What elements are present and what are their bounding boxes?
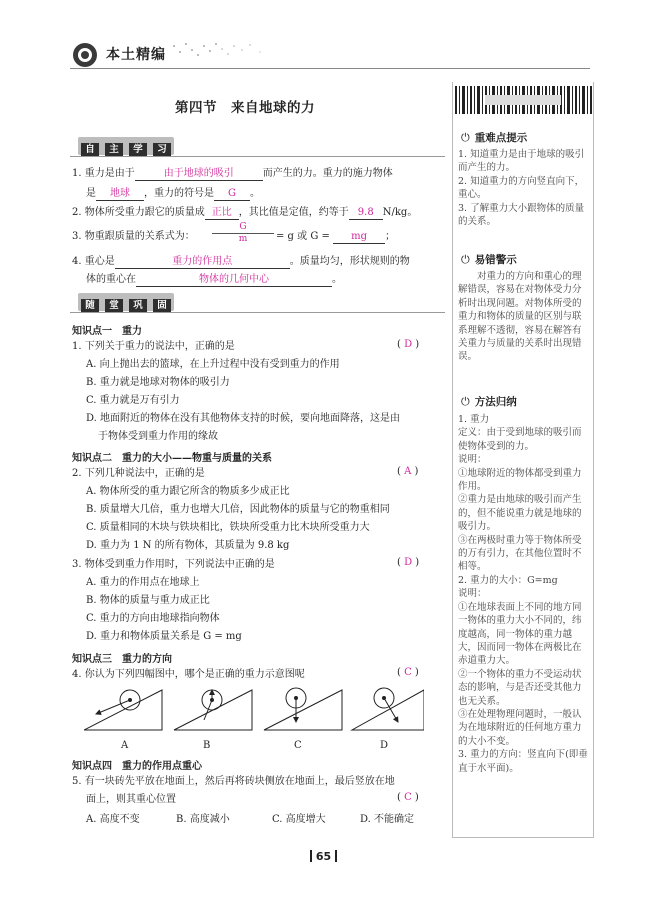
self-study-item-4: 4. 重心是 重力的作用点 。质量均匀，形状规则的物 [72, 256, 410, 267]
power-icon: ⏻ [461, 131, 470, 144]
key-points-header [461, 126, 527, 145]
question-1-option-b: B. 重力就是地球对物体的吸引力 [86, 377, 230, 388]
question-2-option-b: B. 质量增大几倍，重力也增大几倍，因此物体的质量与它的物重相同 [86, 504, 390, 515]
warning-text: 对重力的方向和重心的理解错误，容易在对物体受力分析时出现问题。对物体所受的重力和物体的质量的区别与联系理解不透彻，容易在解答有关重力与质量的关系时出现错误。 [458, 271, 582, 363]
key-points-text: 1. 知道重力是由于地球的吸引而产生的力。 2. 知道重力的方向竖直向下，重心。 3. 了解重力大小跟物体的质量的关系。 [458, 149, 585, 228]
self-study-item-3-tail: = g 或 G = mg ； [276, 231, 396, 242]
method-title: 方法归纳 [474, 396, 517, 408]
practice-label: 随 堂 巩 固 [78, 293, 174, 311]
question-2-option-d: D. 重力为 1 N 的所有物体，其质量为 9.8 kg [86, 540, 290, 551]
diagram-d [352, 688, 424, 730]
gravity-diagrams [84, 684, 424, 734]
self-study-item-1: 1. 重力是由于 由于地球的吸引 而产生的力。重力的施力物体 [72, 168, 393, 179]
knowledge-point-4: 知识点四 重力的作用点重心 [72, 761, 202, 772]
method-header [461, 390, 517, 409]
question-5-stem: 5. 有一块砖先平放在地面上，然后再将砖块侧放在地面上，最后竖放在地 [72, 776, 395, 787]
diagram-label-d: D [380, 740, 389, 751]
brand-badge-icon [70, 40, 104, 70]
question-3-option-a: A. 重力的作用点在地球上 [86, 577, 200, 588]
header [70, 38, 590, 78]
question-3-answer: ( D ) [397, 557, 420, 568]
diagram-label-c: C [294, 740, 302, 751]
question-4-answer: ( C ) [397, 667, 419, 678]
question-1-stem: 1. 下列关于重力的说法中，正确的是 [72, 341, 235, 352]
self-study-rule [70, 156, 445, 157]
question-1-option-c: C. 重力就是万有引力 [86, 395, 180, 406]
diagram-a [84, 690, 162, 730]
method-text: 1. 重力 定义：由于受到地球的吸引而使物体受到的力。 说明： ①地球附近的物体都受到重力作用。 ②重力是由地球的吸引而产生的，但不能说重力就是地球的吸引力。 ③在两极时重力等于物体所受的万有引力，在其他位置时不相等。 2. 重力的大小：G=mg 说明： ①在地球表面上不同的地方同一物体的重力大小不同的，纬度越高，同一物体的重力越大，因而同一物体在两极比在赤道重力大。 ②一个物体的重力不受运动状态的影响，与是否还受其他力也无关系。 ③在处理物理问题时，一般认为在地球附近的任何地方重力的大小不变。 3. 重力的方向：竖直向下(即垂直于水平面)。 [458, 414, 588, 774]
question-3-option-d: D. 重力和物体质量关系是 G = mg [86, 631, 242, 642]
question-1-option-d: D. 地面附近的物体在没有其他物体支持的时候，要向地面降落，这是由 [86, 413, 401, 424]
question-3-option-b: B. 物体的质量与重力成正比 [86, 595, 210, 606]
knowledge-point-3: 知识点三 重力的方向 [72, 654, 172, 665]
self-study-item-1-line2: 是 地球 ，重力的符号是 G 。 [86, 188, 260, 199]
question-5-option-a: A. 高度不变 [86, 814, 140, 825]
answer-blank: mg [333, 230, 385, 244]
answer-blank: 重力的作用点 [115, 255, 290, 269]
answer-blank: 正比 [205, 206, 239, 220]
self-study-item-2: 2. 物体所受重力跟它的质量成 正比 ，其比值是定值，约等于 9.8 N/kg。 [72, 207, 418, 218]
header-rule [70, 68, 590, 69]
question-5-stem-cont: 面上，则其重心位置 [86, 794, 176, 805]
question-2-option-c: C. 质量相同的木块与铁块相比，铁块所受重力比木块所受重力大 [86, 522, 370, 533]
question-1-answer: ( D ) [397, 339, 420, 350]
sidebar-barcode-header [453, 82, 593, 118]
question-2-option-a: A. 物体所受的重力跟它所含的物质多少成正比 [86, 486, 290, 497]
question-2-answer: ( A ) [397, 466, 419, 477]
question-5-option-b: B. 高度减小 [176, 814, 230, 825]
brand-title: 本土精编 [106, 47, 166, 63]
warning-header [461, 248, 517, 267]
answer-blank: 地球 [96, 187, 144, 201]
answer-blank: 由于地球的吸引 [135, 167, 263, 181]
self-study-label: 自 主 学 习 [78, 137, 174, 155]
question-1-option-a: A. 向上抛出去的篮球，在上升过程中没有受到重力的作用 [86, 359, 340, 370]
header-dots-decoration [170, 40, 280, 60]
self-study-item-4-line2: 体的重心在 物体的几何中心 。 [86, 274, 342, 285]
power-icon: ⏻ [461, 253, 470, 266]
question-3-option-c: C. 重力的方向由地球指向物体 [86, 613, 220, 624]
question-4-stem: 4. 你认为下列四幅图中，哪个是正确的重力示意图呢 [72, 669, 305, 680]
power-icon: ⏻ [461, 395, 470, 408]
practice-rule [70, 312, 445, 313]
diagram-label-b: B [203, 740, 211, 751]
question-5-answer: ( C ) [397, 792, 419, 803]
diagram-c [264, 688, 342, 730]
diagram-label-a: A [121, 740, 129, 751]
question-2-stem: 2. 下列几种说法中，正确的是 [72, 468, 205, 479]
answer-blank: 物体的几何中心 [136, 273, 332, 287]
question-5-option-c: C. 高度增大 [272, 814, 326, 825]
question-5-option-d: D. 不能确定 [360, 814, 415, 825]
diagram-b [174, 690, 252, 730]
warning-title: 易错警示 [474, 254, 517, 266]
question-1-option-d-cont: 于物体受到重力作用的缘故 [98, 431, 218, 442]
formula-fraction: G m [212, 222, 274, 245]
knowledge-point-2: 知识点二 重力的大小——物重与质量的关系 [72, 453, 272, 464]
page-number: 65 [310, 850, 337, 863]
question-3-stem: 3. 物体受到重力作用时，下列说法中正确的是 [72, 559, 275, 570]
answer-blank: G [214, 187, 250, 201]
sidebar [452, 82, 594, 838]
key-points-title: 重难点提示 [474, 132, 528, 144]
self-study-item-3: 3. 物重跟质量的关系式为： [72, 231, 195, 242]
page-title: 第四节 来自地球的力 [175, 100, 315, 116]
knowledge-point-1: 知识点一 重力 [72, 326, 142, 337]
answer-blank: 9.8 [349, 206, 383, 220]
